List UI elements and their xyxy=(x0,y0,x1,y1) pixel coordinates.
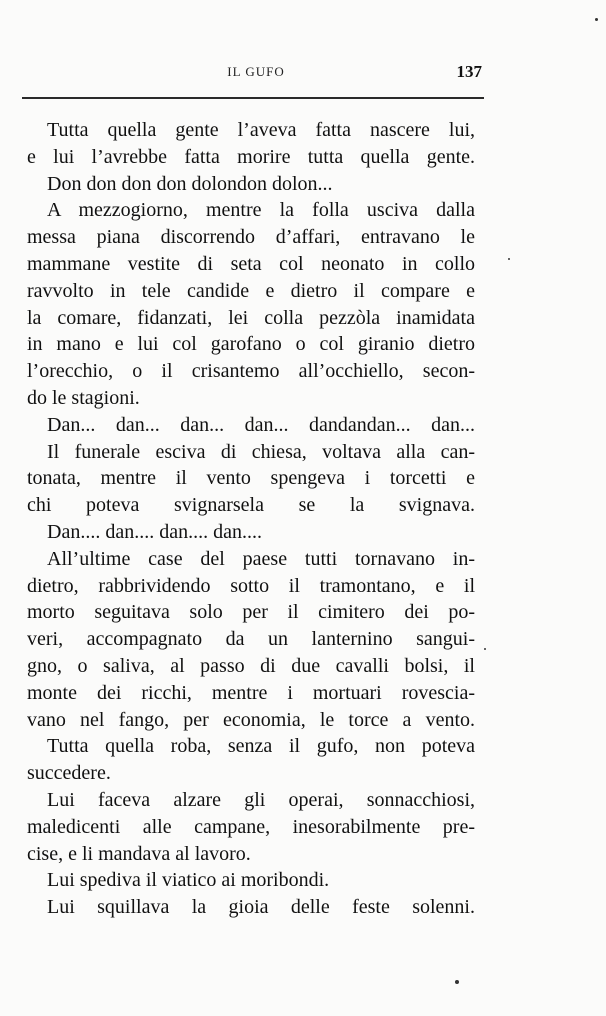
text-line: Lui squillava la gioia delle feste solenni. xyxy=(47,896,475,919)
print-speck xyxy=(595,18,598,21)
text-line: veri, accompagnato da un lanternino sangui- xyxy=(27,628,475,651)
text-line: morto seguitava solo per il cimitero dei po- xyxy=(27,601,475,624)
text-line: All’ultime case del paese tutti tornavano in- xyxy=(47,547,475,570)
page-header xyxy=(30,62,482,86)
text-line: messa piana discorrendo d’affari, entravano le xyxy=(27,226,475,249)
print-speck xyxy=(508,258,510,260)
text-line: cise, e li mandava al lavoro. xyxy=(27,842,251,865)
text-line: vano nel fango, per economia, le torce a vento. xyxy=(27,708,475,731)
text-line: Dan... dan... dan... dan... dandandan... dan... xyxy=(47,413,475,436)
text-line: ravvolto in tele candide e dietro il compare e xyxy=(27,279,475,302)
running-title: IL GUFO xyxy=(227,64,285,79)
header-rule xyxy=(22,97,484,99)
text-line: monte dei ricchi, mentre i mortuari rovescia- xyxy=(27,681,475,704)
text-line: succedere. xyxy=(27,762,111,785)
body-text xyxy=(27,117,475,921)
text-line: Lui spediva il viatico ai moribondi. xyxy=(47,869,330,892)
print-speck xyxy=(455,980,459,984)
text-line: maledicenti alle campane, inesorabilmente pre- xyxy=(27,815,475,838)
text-line: l’orecchio, o il crisantemo all’occhiello, secon- xyxy=(27,360,475,383)
text-line: Dan.... dan.... dan.... dan.... xyxy=(47,520,262,543)
text-line: chi poteva svignarsela se la svignava. xyxy=(27,494,475,517)
text-line: Lui faceva alzare gli operai, sonnacchiosi, xyxy=(47,788,475,811)
print-speck xyxy=(484,648,486,650)
text-line: Tutta quella gente l’aveva fatta nascere lui, xyxy=(47,119,475,141)
text-line: la comare, fidanzati, lei colla pezzòla inamidata xyxy=(27,306,475,329)
text-line: Il funerale esciva di chiesa, voltava alla can- xyxy=(47,440,475,463)
text-line: A mezzogiorno, mentre la folla usciva dalla xyxy=(47,199,475,222)
page-number: 137 xyxy=(456,62,482,81)
text-line: dietro, rabbrividendo sotto il tramontano, e il xyxy=(27,574,475,597)
text-line: in mano e lui col garofano o col giranio dietro xyxy=(27,333,475,356)
text-line: gno, o saliva, al passo di due cavalli bolsi, il xyxy=(27,654,475,677)
text-line: Tutta quella roba, senza il gufo, non poteva xyxy=(47,735,475,758)
text-line: do le stagioni. xyxy=(27,386,140,409)
text-line: e lui l’avrebbe fatta morire tutta quella gente. xyxy=(27,145,475,168)
text-line: mammane vestite di seta col neonato in collo xyxy=(27,252,475,275)
text-line: tonata, mentre il vento spengeva i torcetti e xyxy=(27,467,475,490)
text-line: Don don don don dolondon dolon... xyxy=(47,172,333,195)
